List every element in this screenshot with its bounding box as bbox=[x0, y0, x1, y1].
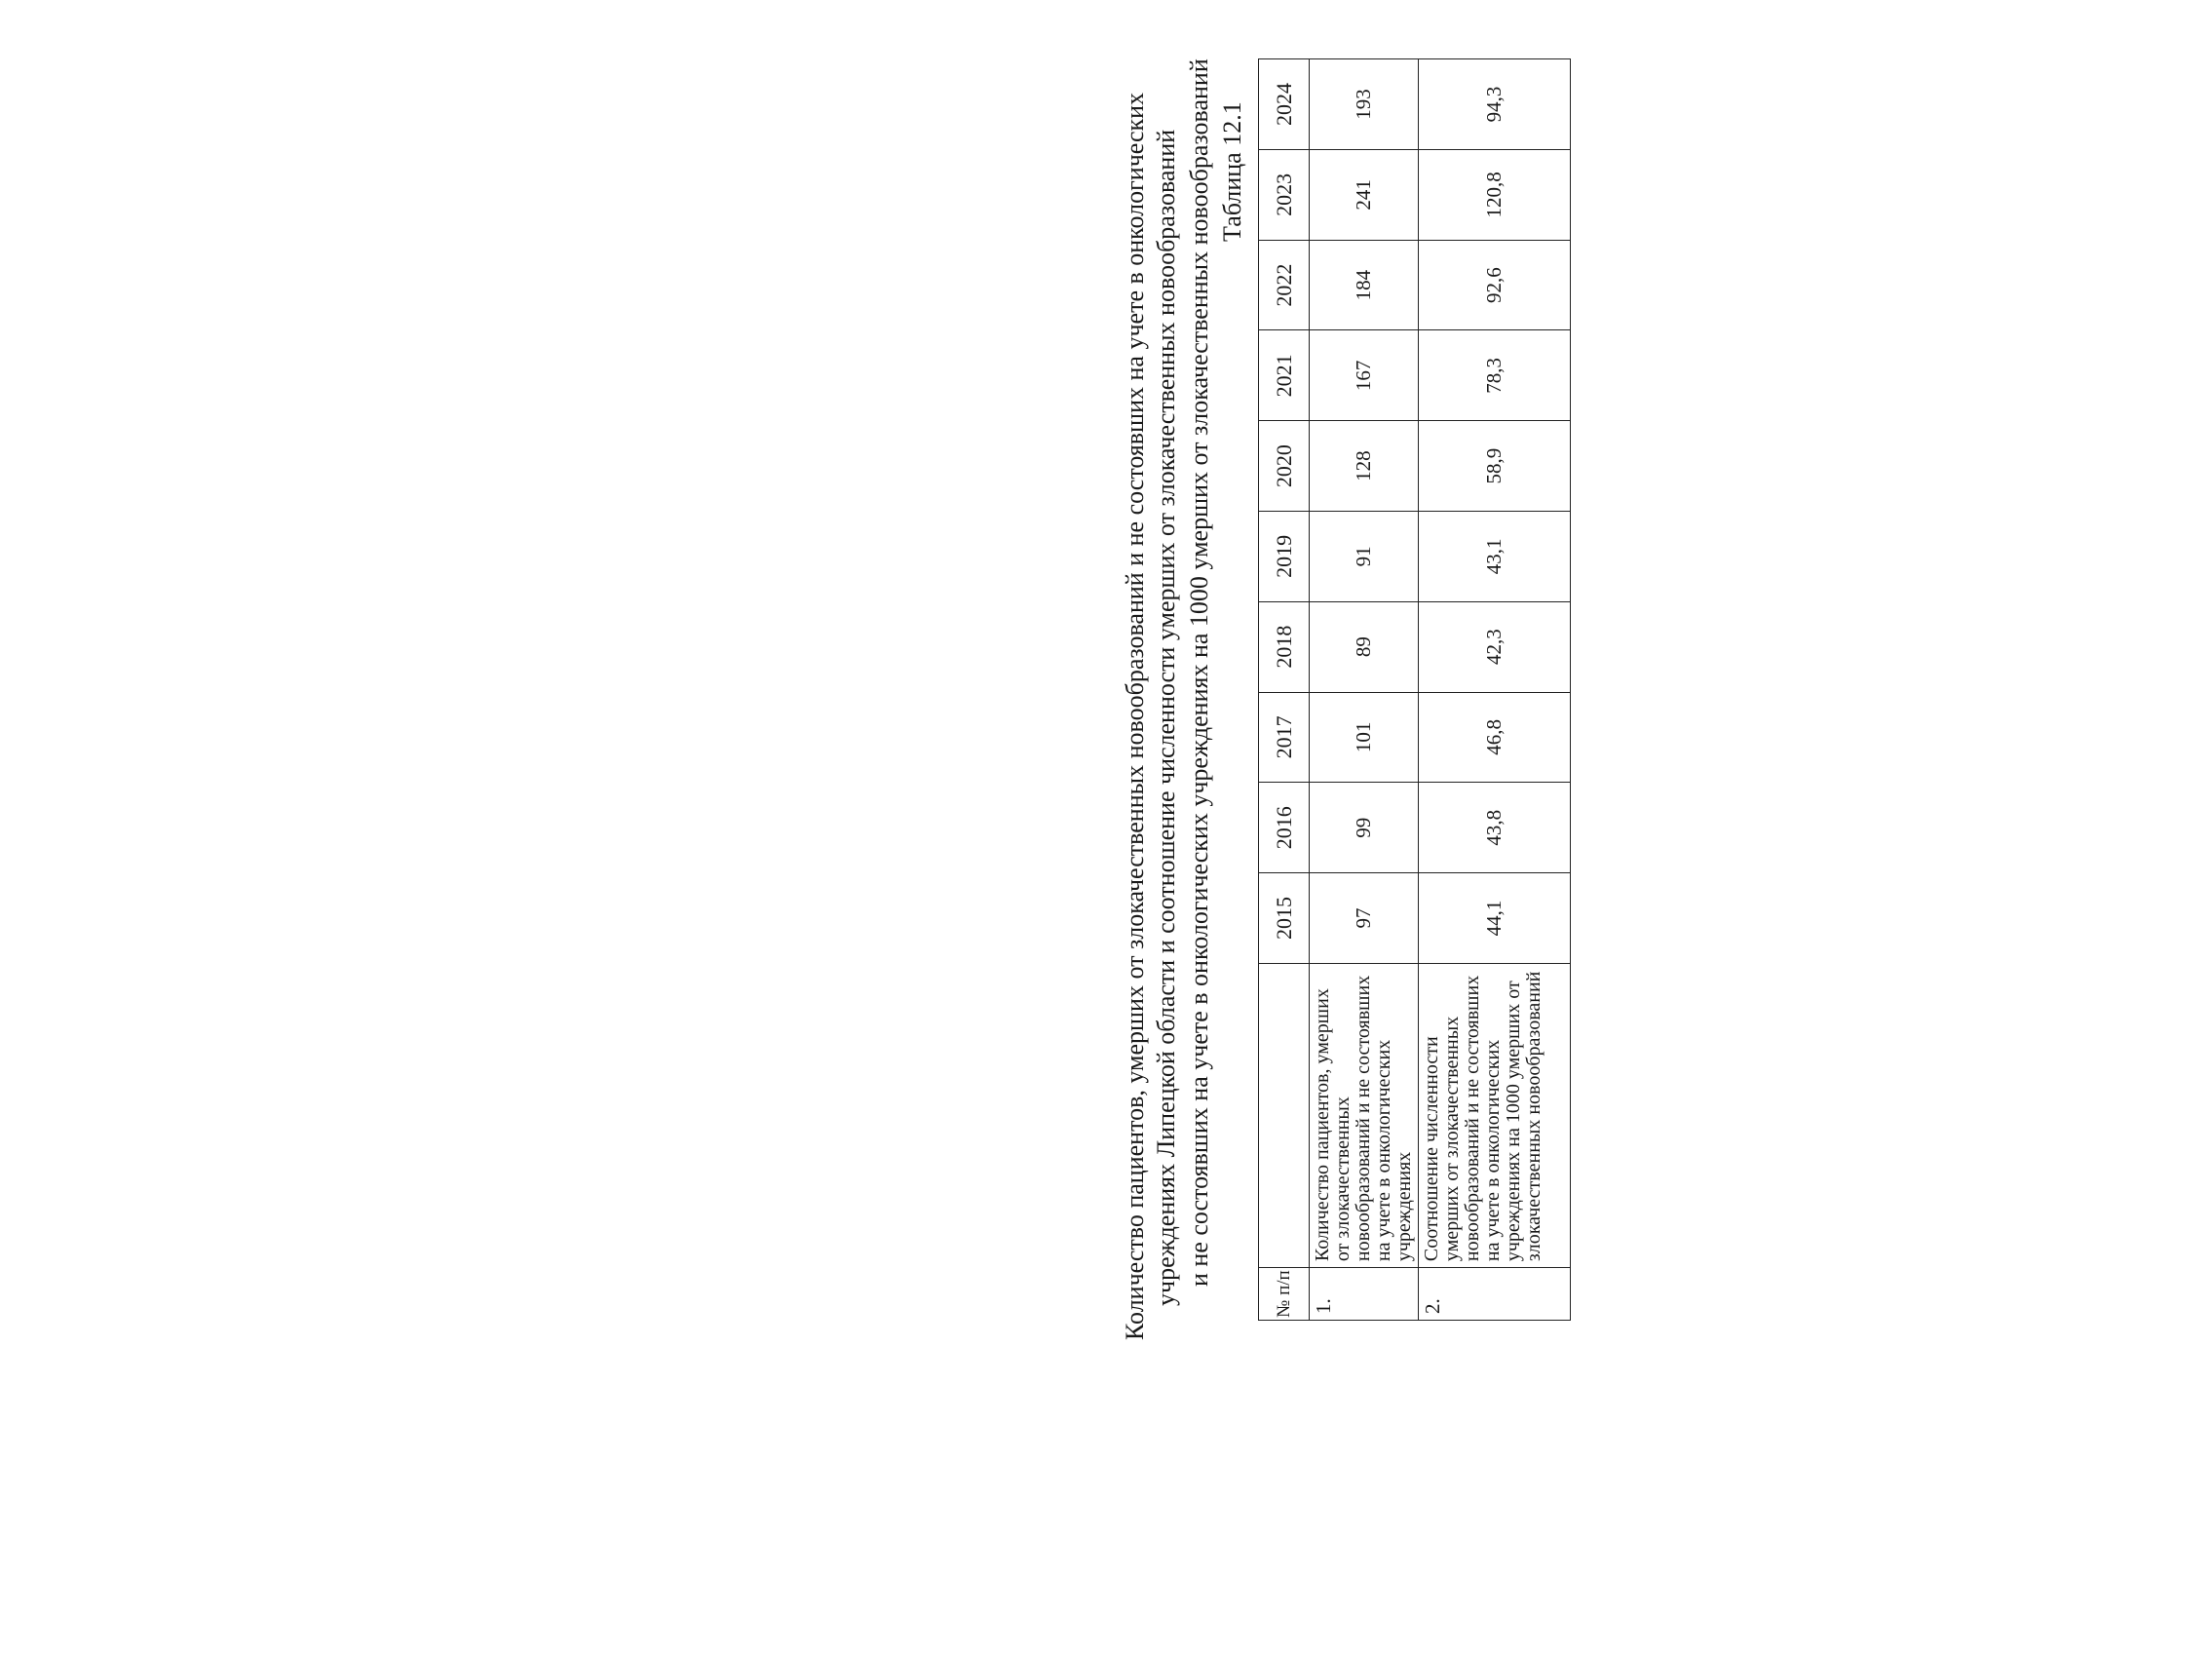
table-cell: 94,3 bbox=[1419, 59, 1571, 150]
row-name: Количество пациентов, умерших от злокачественных новообразований и не состоявших на учете в онкологических учреждениях bbox=[1310, 963, 1419, 1267]
table-cell: 167 bbox=[1310, 330, 1419, 421]
table-cell: 241 bbox=[1310, 149, 1419, 240]
row-number: 2. bbox=[1419, 1268, 1571, 1321]
header-year: 2016 bbox=[1259, 783, 1310, 873]
row-number: 1. bbox=[1310, 1268, 1419, 1321]
title-line-3: и не состоявших на учете в онкологических учреждениях на 1000 умерших от злокачественных новообразований bbox=[1185, 58, 1213, 1287]
table-cell: 92,6 bbox=[1419, 240, 1571, 330]
table-row bbox=[1419, 59, 1571, 1321]
table-cell: 184 bbox=[1310, 240, 1419, 330]
table-cell: 193 bbox=[1310, 59, 1419, 150]
title-line-1: Количество пациентов, умерших от злокачественных новообразований и не состоявших на учете в онкологических bbox=[1121, 92, 1149, 1340]
header-year: 2015 bbox=[1259, 873, 1310, 964]
table-cell: 78,3 bbox=[1419, 330, 1571, 421]
header-year: 2021 bbox=[1259, 330, 1310, 421]
table-row bbox=[1310, 59, 1419, 1321]
header-year: 2024 bbox=[1259, 59, 1310, 150]
table-cell: 43,1 bbox=[1419, 512, 1571, 602]
table-cell: 43,8 bbox=[1419, 783, 1571, 873]
table-cell: 46,8 bbox=[1419, 692, 1571, 783]
header-year: 2023 bbox=[1259, 149, 1310, 240]
row-name: Соотношение численности умерших от злокачественных новообразований и не состоявших на учете в онкологических учреждениях на 1000 умерших от злокачественных новообразований bbox=[1419, 963, 1571, 1267]
header-year: 2020 bbox=[1259, 421, 1310, 512]
table-cell: 91 bbox=[1310, 512, 1419, 602]
table-header-row bbox=[1259, 59, 1310, 1321]
header-year: 2022 bbox=[1259, 240, 1310, 330]
rotated-page bbox=[1121, 58, 2212, 1618]
title-line-2: учреждениях Липецкой области и соотношение численности умерших от злокачественных новообразований bbox=[1152, 129, 1180, 1306]
header-year: 2018 bbox=[1259, 601, 1310, 692]
header-name bbox=[1259, 963, 1310, 1267]
table-cell: 44,1 bbox=[1419, 873, 1571, 964]
table-cell: 89 bbox=[1310, 601, 1419, 692]
table-caption: Таблица 12.1 bbox=[1218, 101, 1246, 242]
table-cell: 58,9 bbox=[1419, 421, 1571, 512]
table-cell: 99 bbox=[1310, 783, 1419, 873]
header-year: 2017 bbox=[1259, 692, 1310, 783]
table-cell: 101 bbox=[1310, 692, 1419, 783]
table-cell: 120,8 bbox=[1419, 149, 1571, 240]
header-year: 2019 bbox=[1259, 512, 1310, 602]
data-table bbox=[1258, 58, 1571, 1321]
table-cell: 128 bbox=[1310, 421, 1419, 512]
table-cell: 42,3 bbox=[1419, 601, 1571, 692]
table-cell: 97 bbox=[1310, 873, 1419, 964]
header-num: № п/п bbox=[1259, 1268, 1310, 1321]
